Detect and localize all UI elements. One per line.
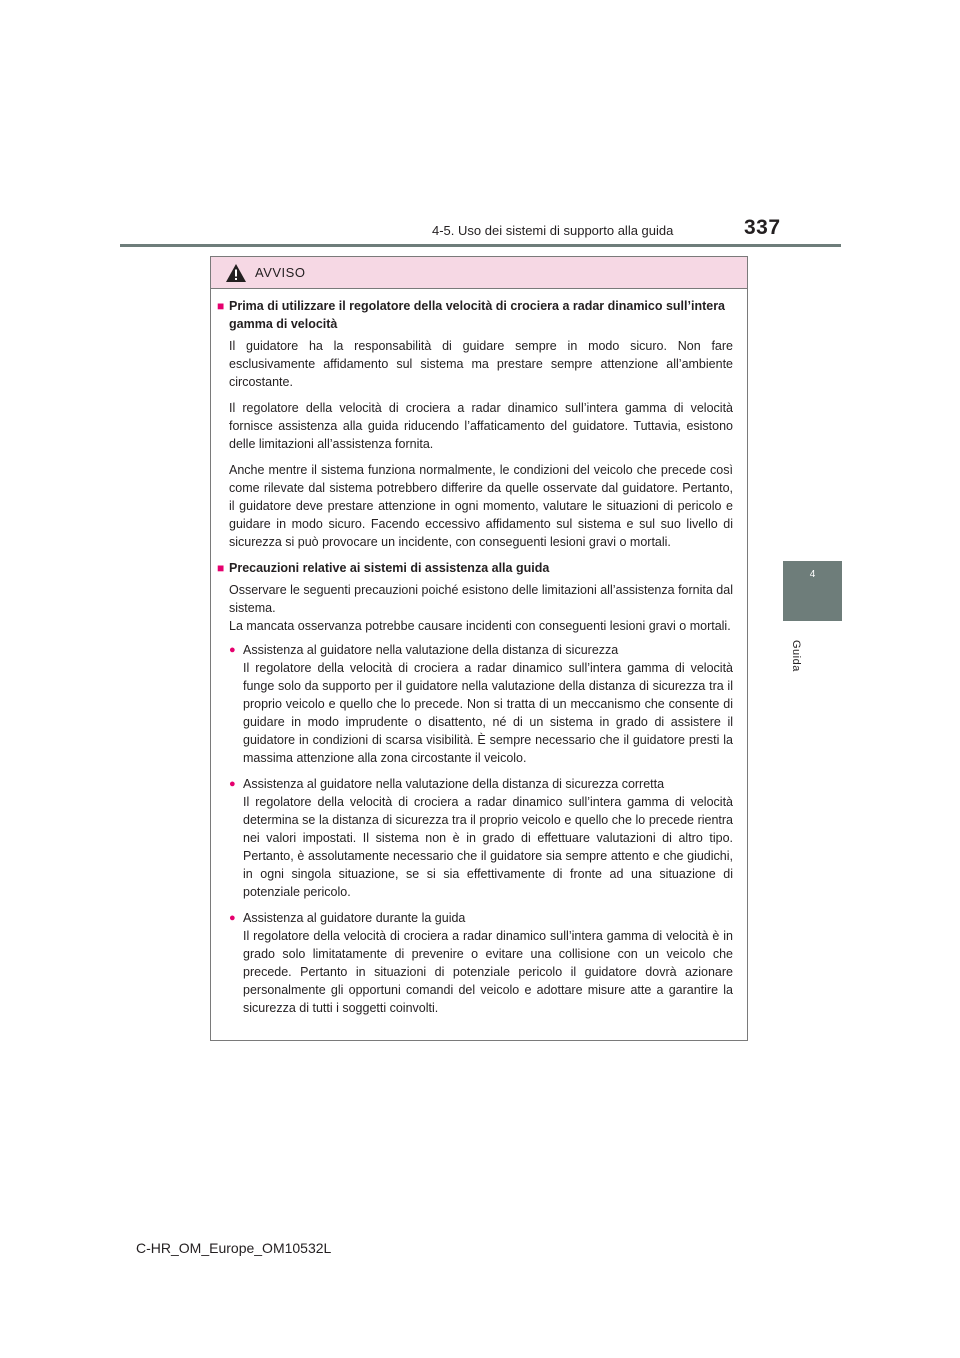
footer-document-code: C-HR_OM_Europe_OM10532L xyxy=(136,1240,332,1256)
intro-line: Osservare le seguenti precauzioni poiché esistono delle limitazioni all’assistenza fornita dal sistema. xyxy=(229,583,733,615)
warning-section xyxy=(217,297,739,551)
square-bullet-icon: ■ xyxy=(217,299,225,313)
list-item xyxy=(229,775,733,901)
list-item-text: Il regolatore della velocità di crociera a radar dinamico sull’intera gamma di velocità è in grado solo limitatamente di prevenire o evitare una collisione con un veicolo che precede. Pertanto in situazioni di potenziale pericolo il guidatore dovrà azionare personalmente gli opportuni comandi del veicolo e adottare misure atte a garantire la sicurezza di tutti i soggetti coinvolti. xyxy=(243,929,733,1015)
section-heading-text: Prima di utilizzare il regolatore della velocità di crociera a radar dinamico sull’intera gamma di velocità xyxy=(229,299,726,331)
intro-line: La mancata osservanza potrebbe causare incidenti con conseguenti lesioni gravi o mortali. xyxy=(229,619,731,633)
chapter-label: Guida xyxy=(790,640,802,672)
section-heading xyxy=(217,297,739,333)
circle-bullet-icon: ● xyxy=(229,912,236,924)
warning-body xyxy=(211,289,747,1017)
warning-title: AVVISO xyxy=(255,265,306,280)
warning-triangle-icon xyxy=(225,263,247,283)
warning-header xyxy=(211,257,747,289)
page-number: 337 xyxy=(744,216,781,239)
list-item xyxy=(229,909,733,1017)
warning-box xyxy=(210,256,748,1041)
chapter-tab[interactable] xyxy=(783,561,842,621)
paragraph: Il regolatore della velocità di crociera a radar dinamico sull’intera gamma di velocità fornisce assistenza alla guida riducendo l’affaticamento del guidatore. Tuttavia, esistono delle limitazioni all’assistenza fornita. xyxy=(229,401,733,451)
list-item-title: Assistenza al guidatore durante la guida xyxy=(243,911,466,925)
square-bullet-icon: ■ xyxy=(217,561,225,575)
chapter-number: 4 xyxy=(809,569,816,580)
list-item-title: Assistenza al guidatore nella valutazione della distanza di sicurezza xyxy=(243,643,619,657)
warning-section xyxy=(217,559,739,1017)
list-item-text: Il regolatore della velocità di crociera a radar dinamico sull’intera gamma di velocità determina se la distanza di sicurezza tra il proprio veicolo e quello che lo precede rientra nei valori impostati. Il sistema non è in grado di effettuare valutazioni di altro tipo. Pertanto, è assolutamente necessario che il guidatore sia sempre attento e che giudichi, in ogni singola situazione, se si sia effettivamente di fronte ad una situazione di potenziale pericolo. xyxy=(243,795,733,899)
header-section-title: 4-5. Uso dei sistemi di supporto alla guida xyxy=(432,223,674,238)
paragraph: Il guidatore ha la responsabilità di guidare sempre in modo sicuro. Non fare esclusivamente affidamento sul sistema ma prestare sempre attenzione all’ambiente circostante. xyxy=(229,339,733,389)
section-heading-text: Precauzioni relative ai sistemi di assistenza alla guida xyxy=(229,561,550,575)
list-item-text: Il regolatore della velocità di crociera a radar dinamico sull’intera gamma di velocità funge solo da supporto per il guidatore nella valutazione della distanza di sicurezza tra il proprio veicolo e quello che lo precede. Non si tratta di un meccanismo che consente di guidare in modo imprudente o disattento, né di un sistema in grado di assistere il guidatore in condizioni di scarsa visibilità. È sempre necessario che il guidatore presti la massima attenzione alla zona circostante il veicolo. xyxy=(243,661,733,765)
paragraph: Anche mentre il sistema funziona normalmente, le condizioni del veicolo che precede così come rilevate dal sistema potrebbero differire da quelle osservate dal guidatore. Pertanto, il guidatore deve prestare attenzione in ogni momento, valutare le situazioni di pericolo e guidare in modo sicuro. Facendo eccessivo affidamento sul sistema e sul suo livello di sicurezza si può provocare un incidente, con conseguenti lesioni gravi o mortali. xyxy=(229,463,733,549)
circle-bullet-icon: ● xyxy=(229,778,236,790)
list-item xyxy=(229,641,733,767)
section-intro xyxy=(229,581,733,635)
header-rule xyxy=(120,244,841,247)
section-heading xyxy=(217,559,739,577)
list-item-title: Assistenza al guidatore nella valutazione della distanza di sicurezza corretta xyxy=(243,777,665,791)
circle-bullet-icon: ● xyxy=(229,644,236,656)
